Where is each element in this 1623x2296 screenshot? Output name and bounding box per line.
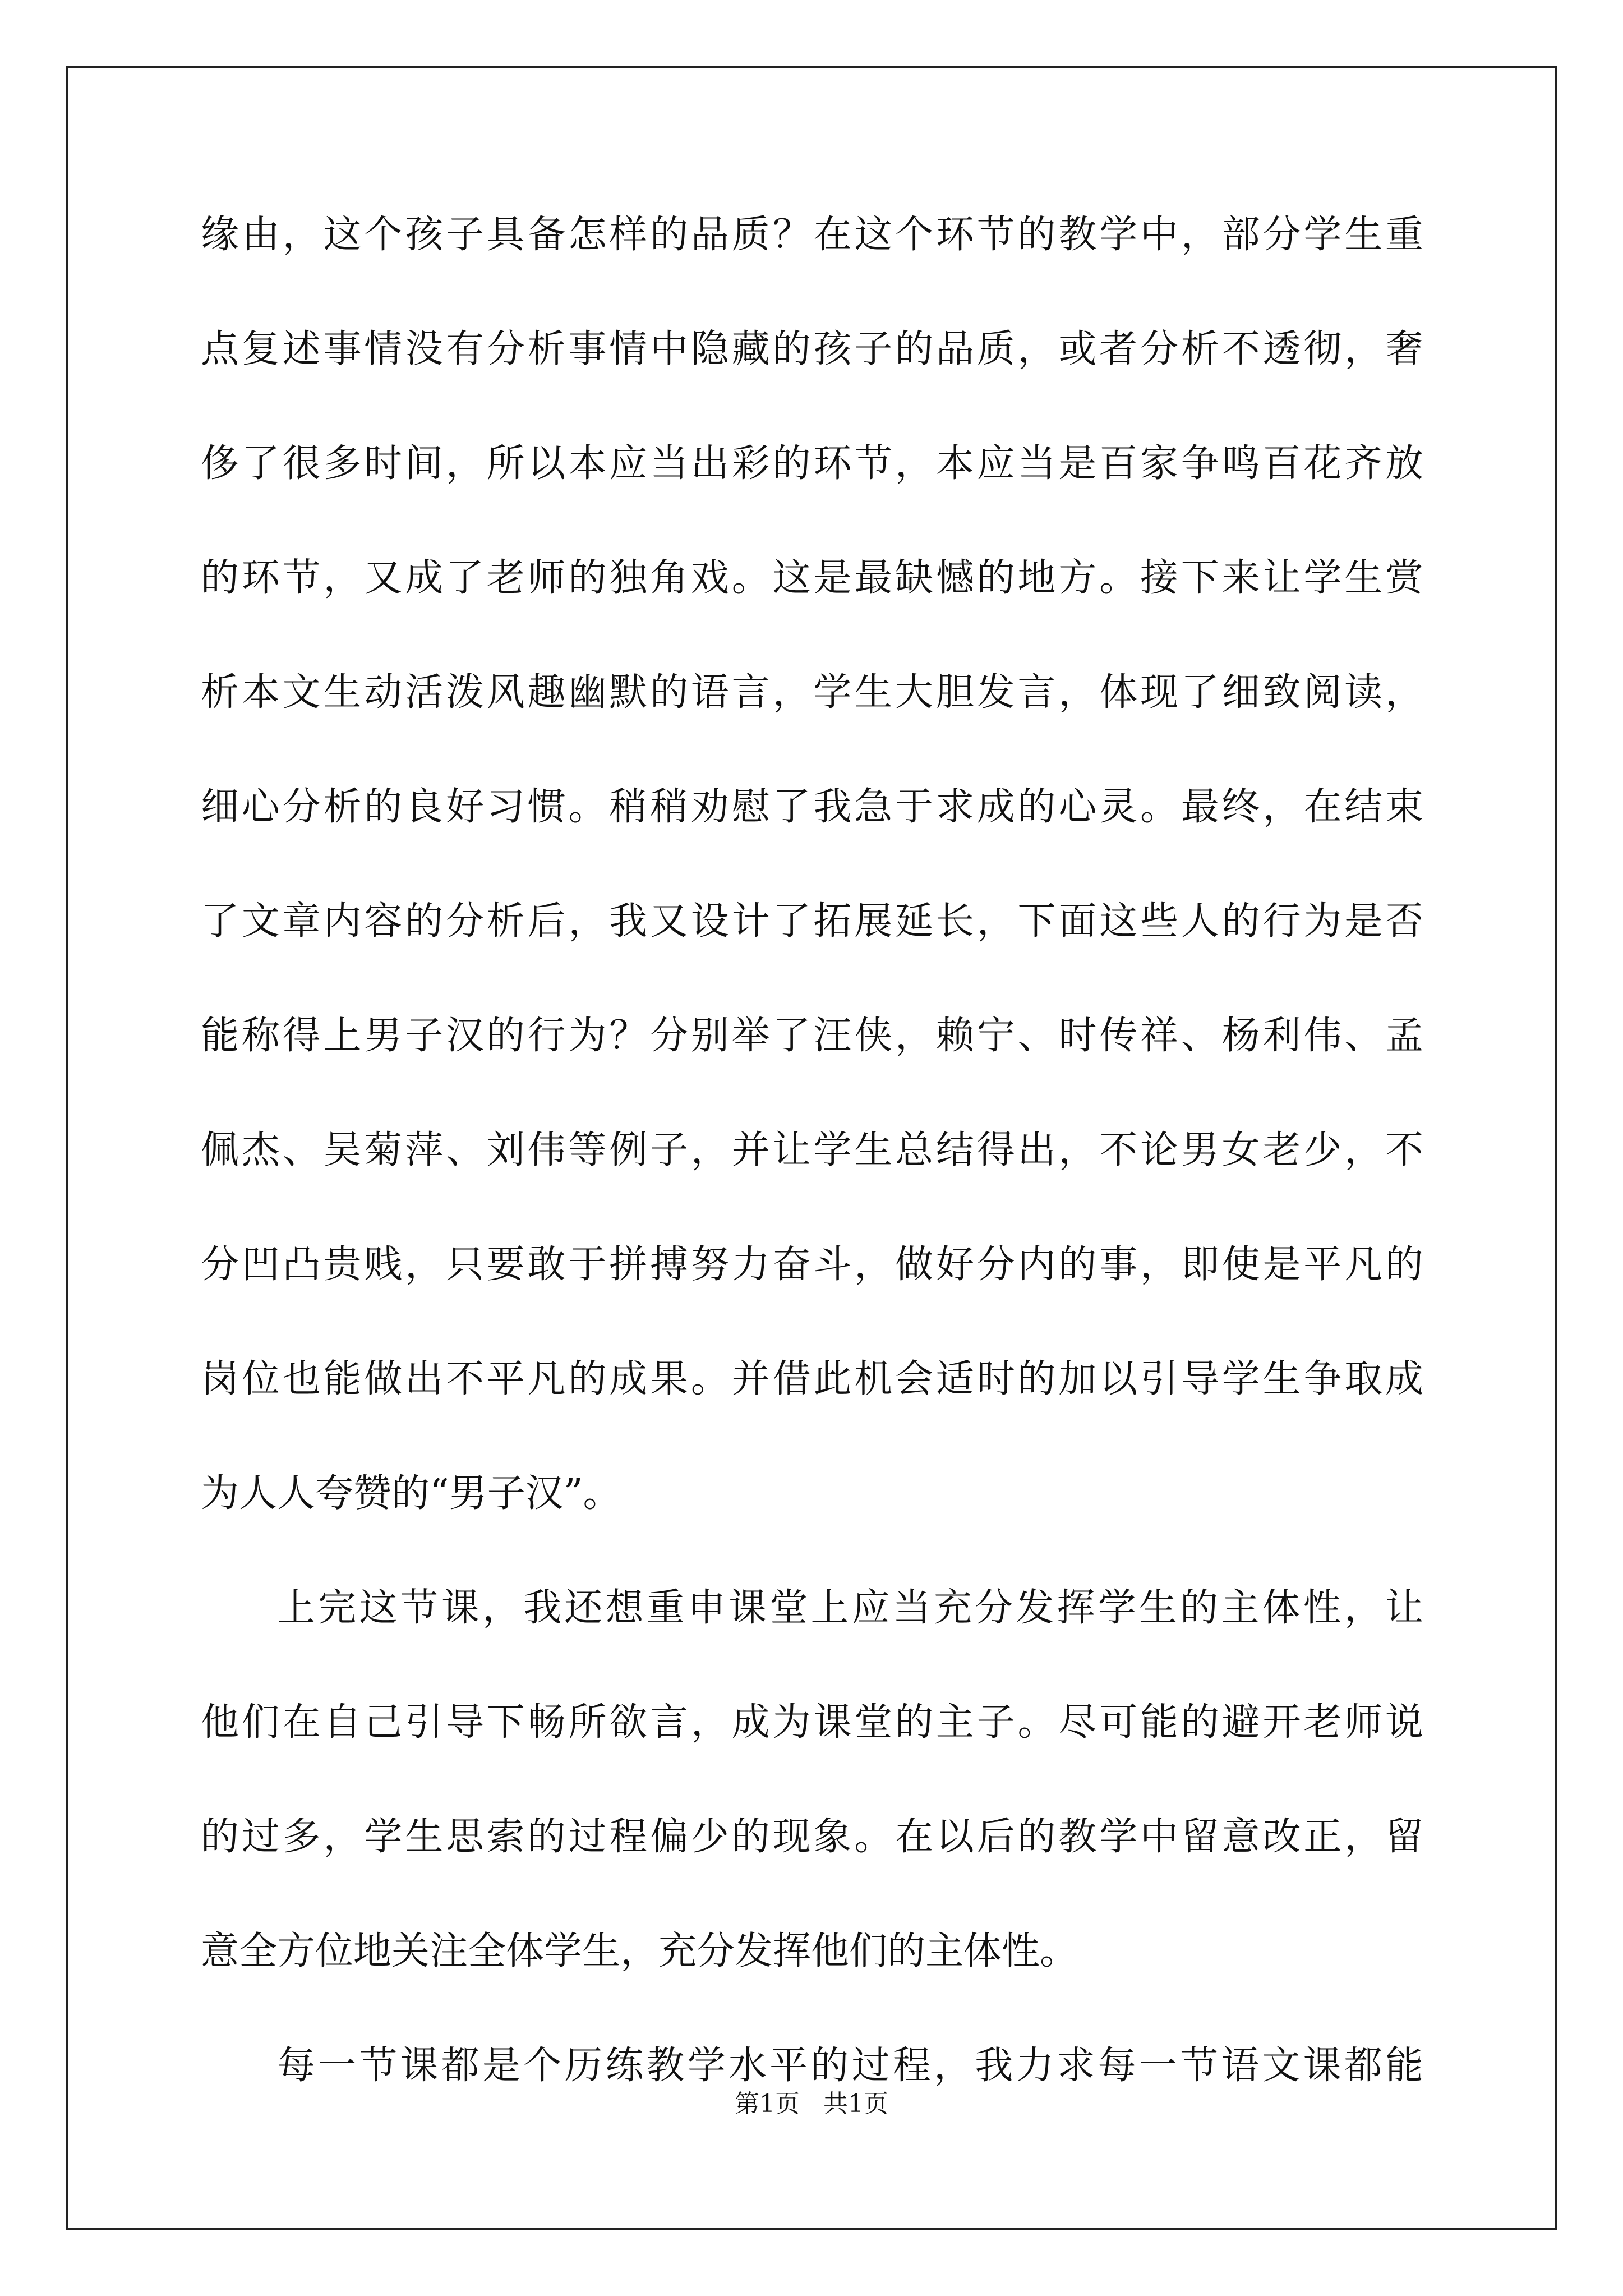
text-line: 了文章内容的分析后，我又设计了拓展延长，下面这些人的行为是否 xyxy=(201,899,1423,944)
text-line: 的环节，又成了老师的独角戏。这是最缺憾的地方。接下来让学生赏 xyxy=(201,556,1423,600)
text-line: 能称得上男子汉的行为？分别举了汪侠，赖宁、时传祥、杨利伟、孟 xyxy=(201,1014,1423,1058)
text-line: 岗位也能做出不平凡的成果。并借此机会适时的加以引导学生争取成 xyxy=(201,1357,1423,1401)
text-line: 他们在自己引导下畅所欲言，成为课堂的主子。尽可能的避开老师说 xyxy=(201,1700,1423,1745)
text-line: 意全方位地关注全体学生，充分发挥他们的主体性。 xyxy=(201,1929,1078,1973)
text-line: 每一节课都是个历练教学水平的过程，我力求每一节语文课都能 xyxy=(277,2044,1423,2088)
text-line: 侈了很多时间，所以本应当出彩的环节，本应当是百家争鸣百花齐放 xyxy=(201,441,1423,486)
text-line: 析本文生动活泼风趣幽默的语言，学生大胆发言，体现了细致阅读， xyxy=(201,670,1423,715)
text-line: 为人人夸赞的“男子汉”。 xyxy=(201,1471,621,1516)
text-line: 分凹凸贵贱，只要敢于拼搏努力奋斗，做好分内的事，即使是平凡的 xyxy=(201,1243,1423,1287)
text-line: 佩杰、吴菊萍、刘伟等例子，并让学生总结得出，不论男女老少，不 xyxy=(201,1128,1423,1172)
text-line: 上完这节课，我还想重申课堂上应当充分发挥学生的主体性，让 xyxy=(277,1586,1423,1630)
text-line: 的过多，学生思索的过程偏少的现象。在以后的教学中留意改正，留 xyxy=(201,1815,1423,1859)
text-line: 缘由，这个孩子具备怎样的品质？在这个环节的教学中，部分学生重 xyxy=(201,213,1423,257)
page-footer: 第1页 共1页 xyxy=(735,2090,888,2118)
document-body xyxy=(201,213,1423,2161)
text-line: 点复述事情没有分析事情中隐藏的孩子的品质，或者分析不透彻，奢 xyxy=(201,327,1423,371)
text-line: 细心分析的良好习惯。稍稍劝慰了我急于求成的心灵。最终，在结束 xyxy=(201,785,1423,829)
